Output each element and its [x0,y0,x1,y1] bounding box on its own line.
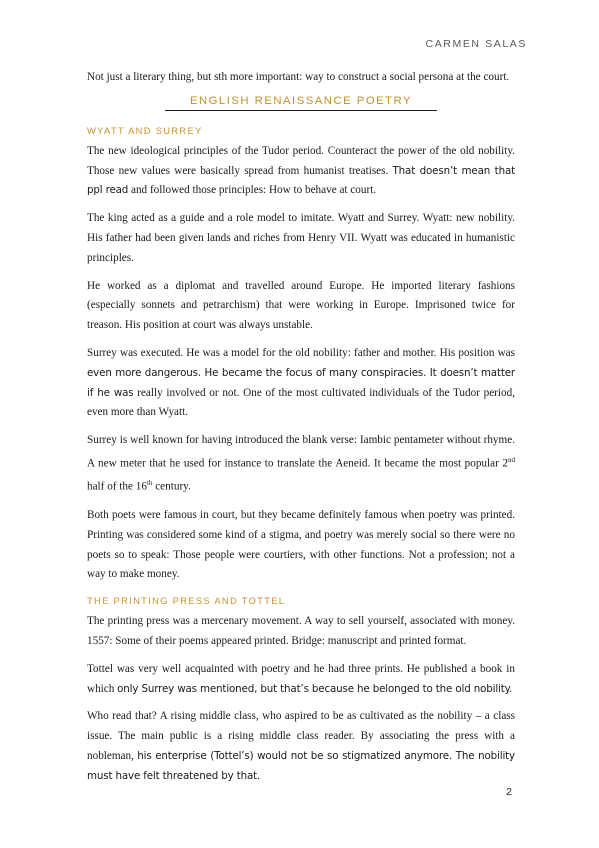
intro-paragraph: Not just a literary thing, but sth more important: way to construct a social persona at the court. [87,71,510,83]
paragraph-wyatt-diplomat: He worked as a diplomat and travelled around Europe. He imported literary fashions (especially sonnets and petrarchism) that were working in Europe. Imprisoned twice for treason. His position at court was always unstable. [87,279,515,332]
paragraph-surrey-executed [87,344,515,423]
paragraph-tottel [87,660,515,700]
text-run: century. [152,481,191,494]
text-run: half of the 16 [87,481,147,494]
paragraph-blank-verse [87,431,515,498]
running-header-author: CARMEN SALAS [425,38,527,50]
subheading-printing-press: THE PRINTING PRESS AND TOTTEL [87,595,286,607]
handwritten-note: even more dangerous. He became the focus of many conspiracies. It doesn’t matter if he was [87,366,515,399]
text-run: really involved or not. One of the most cultivated individuals of the Tudor period, even more than Wyatt. [87,386,515,419]
text-run: The new ideological principles of the Tudor period. Counteract the power of the old nobility. Those new values were basically spread from humanist treatises. [87,144,515,177]
superscript-nd: nd [508,455,515,464]
handwritten-note: only Surrey was mentioned, but that’s because he belonged to the old nobility. [117,682,513,695]
superscript-th: th [146,479,153,488]
text-run: Surrey was executed. He was a model for the old nobility: father and mother. His position was [87,346,515,359]
paragraph-tudor-principles [87,142,515,201]
subheading-wyatt-surrey: WYATT AND SURREY [87,124,203,136]
section-title: ENGLISH RENAISSANCE POETRY [165,94,437,111]
paragraph-printing-mercenary: The printing press was a mercenary movement. A way to sell yourself, associated with money. 1557: Some of their poems appeared printed. Bridge: manuscript and printed format. [87,615,515,647]
handwritten-note: That doesn’t mean that ppl read [87,164,515,197]
paragraph-king-role-model: The king acted as a guide and a role model to imitate. Wyatt and Surrey. Wyatt: new nobility. His father had been given lands and riches from Henry VII. Wyatt was educated in humanistic principles. [87,212,515,264]
text-run: Surrey is well known for having introduced the blank verse: Iambic pentameter without rhyme. A new meter that he used for instance to translate the Aeneid. It became the most popular 2 [87,434,515,470]
page-number: 2 [506,786,512,798]
handwritten-note: his enterprise (Tottel’s) would not be so stigmatized anymore. The nobility must have felt threatened by that. [87,749,515,782]
text-run: and followed those principles: How to behave at court. [128,184,377,197]
page-content [87,68,515,795]
paragraph-poets-famous: Both poets were famous in court, but they became definitely famous when poetry was printed. Printing was considered some kind of a stigma, and poetry was merely social so there were no poets so to speak: Those people were courtiers, with other functions. Not a profession; not a way to make money. [87,509,515,581]
text-run: Tottel was very well acquainted with poetry and he had three prints. He published a book in which [87,662,515,695]
paragraph-readers [87,707,515,786]
text-run: Who read that? A rising middle class, who aspired to be as cultivated as the nobility – a class issue. The main public is a rising middle class reader. By associating the press with a nobleman, [87,710,515,762]
